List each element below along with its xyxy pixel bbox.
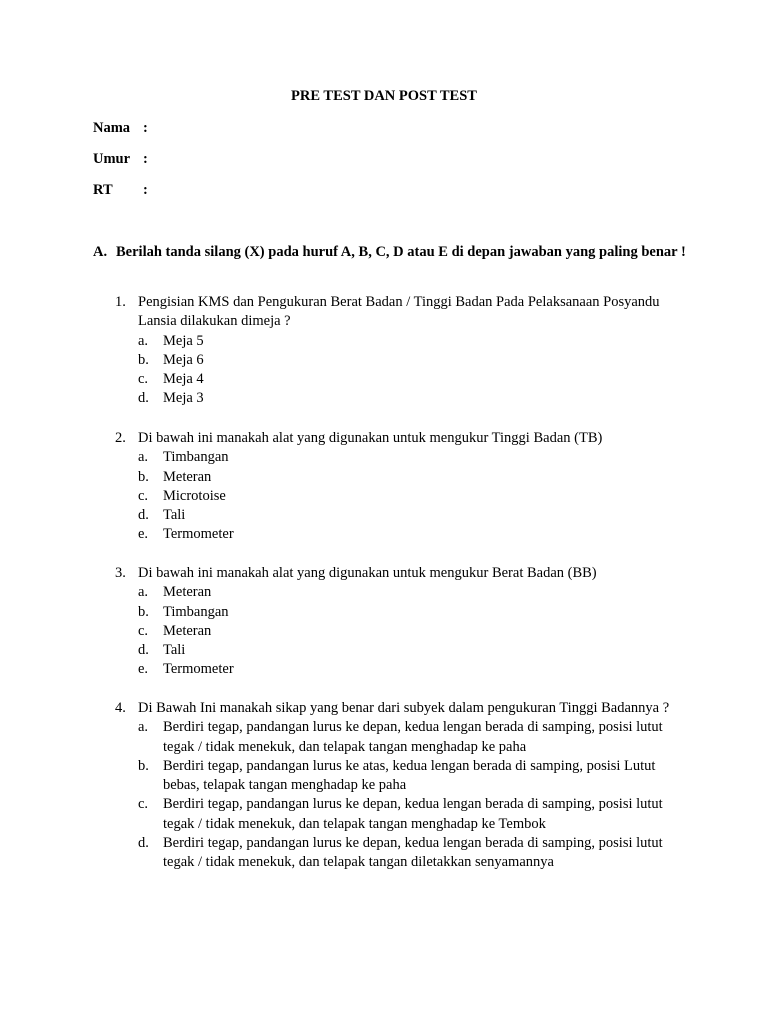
section-instruction	[93, 243, 693, 262]
option-letter: a.	[138, 332, 149, 349]
question-1	[115, 293, 675, 409]
option-item[interactable]	[138, 795, 675, 834]
field-label: Nama	[93, 120, 131, 136]
option-text: Termometer	[163, 526, 234, 543]
option-text: Tali	[163, 507, 186, 524]
option-letter: d.	[138, 835, 149, 852]
option-item[interactable]	[138, 468, 675, 487]
option-letter: e.	[138, 526, 149, 543]
option-text: Meteran	[163, 622, 212, 639]
question-number: 4.	[115, 700, 126, 716]
option-text: Meja 6	[163, 351, 204, 368]
option-letter: b.	[138, 468, 149, 485]
option-item[interactable]	[138, 641, 675, 660]
question-number: 3.	[115, 565, 126, 581]
option-list	[138, 448, 675, 544]
option-item[interactable]	[138, 370, 675, 389]
question-number: 1.	[115, 294, 126, 310]
field-umur	[93, 149, 148, 169]
option-text: Timbangan	[163, 603, 229, 620]
instruction-text: Berilah tanda silang (X) pada huruf A, B, C, D atau E di depan jawaban yang paling benar !	[116, 244, 686, 260]
option-text: Meja 4	[163, 371, 204, 388]
question-text: Di Bawah Ini manakah sikap yang benar dari subyek dalam pengukuran Tinggi Badannya ?	[138, 700, 670, 716]
option-letter: d.	[138, 507, 149, 524]
option-letter: e.	[138, 661, 149, 678]
option-item[interactable]	[138, 583, 675, 602]
option-item[interactable]	[138, 622, 675, 641]
field-colon: :	[143, 182, 148, 198]
field-label: Umur	[93, 151, 131, 167]
field-colon: :	[143, 151, 148, 167]
field-rt	[93, 180, 148, 200]
option-item[interactable]	[138, 660, 675, 679]
option-item[interactable]	[138, 448, 675, 467]
section-marker: A.	[93, 244, 108, 260]
option-text: Termometer	[163, 661, 234, 678]
option-text: Berdiri tegap, pandangan lurus ke depan, kedua lengan berada di samping, posisi lutut tegak / tidak menekuk, dan telapak tangan menghadap ke Tembok	[163, 796, 663, 832]
option-item[interactable]	[138, 389, 675, 408]
option-text: Timbangan	[163, 449, 229, 466]
option-letter: b.	[138, 351, 149, 368]
option-text: Meja 5	[163, 332, 204, 349]
option-letter: b.	[138, 603, 149, 620]
option-item[interactable]	[138, 525, 675, 544]
field-label: RT	[93, 182, 113, 198]
option-item[interactable]	[138, 487, 675, 506]
option-item[interactable]	[138, 332, 675, 351]
page-title: PRE TEST DAN POST TEST	[291, 88, 477, 104]
field-colon: :	[143, 120, 148, 136]
option-text: Tali	[163, 642, 186, 659]
option-text: Microtoise	[163, 487, 226, 504]
option-letter: c.	[138, 622, 149, 639]
option-letter: a.	[138, 719, 149, 736]
option-item[interactable]	[138, 351, 675, 370]
option-item[interactable]	[138, 834, 675, 873]
option-text: Meteran	[163, 468, 212, 485]
option-item[interactable]	[138, 718, 675, 757]
question-2	[115, 429, 675, 545]
option-text: Berdiri tegap, pandangan lurus ke depan, kedua lengan berada di samping, posisi lutut tegak / tidak menekuk, dan telapak tangan diletakkan senyamannya	[163, 835, 663, 871]
question-text: Pengisian KMS dan Pengukuran Berat Badan / Tinggi Badan Pada Pelaksanaan Posyandu Lansia dilakukan dimeja ?	[138, 294, 660, 330]
option-text: Berdiri tegap, pandangan lurus ke depan, kedua lengan berada di samping, posisi lutut tegak / tidak menekuk, dan telapak tangan menghadap ke paha	[163, 719, 663, 755]
option-item[interactable]	[138, 757, 675, 796]
option-item[interactable]	[138, 506, 675, 525]
option-text: Meteran	[163, 584, 212, 601]
option-letter: c.	[138, 487, 149, 504]
field-nama	[93, 118, 148, 138]
option-list	[138, 718, 675, 872]
option-letter: a.	[138, 584, 149, 601]
option-letter: a.	[138, 449, 149, 466]
question-4	[115, 699, 675, 873]
option-list	[138, 332, 675, 409]
question-number: 2.	[115, 430, 126, 446]
option-item[interactable]	[138, 603, 675, 622]
option-letter: d.	[138, 390, 149, 407]
option-letter: b.	[138, 757, 149, 774]
option-list	[138, 583, 675, 679]
option-letter: c.	[138, 796, 149, 813]
question-text: Di bawah ini manakah alat yang digunakan untuk mengukur Tinggi Badan (TB)	[138, 430, 603, 446]
question-3	[115, 564, 675, 680]
option-text: Meja 3	[163, 390, 204, 407]
question-text: Di bawah ini manakah alat yang digunakan untuk mengukur Berat Badan (BB)	[138, 565, 597, 581]
option-letter: c.	[138, 371, 149, 388]
option-letter: d.	[138, 642, 149, 659]
option-text: Berdiri tegap, pandangan lurus ke atas, kedua lengan berada di samping, posisi Lutut bebas, telapak tangan menghadap ke paha	[163, 757, 656, 794]
